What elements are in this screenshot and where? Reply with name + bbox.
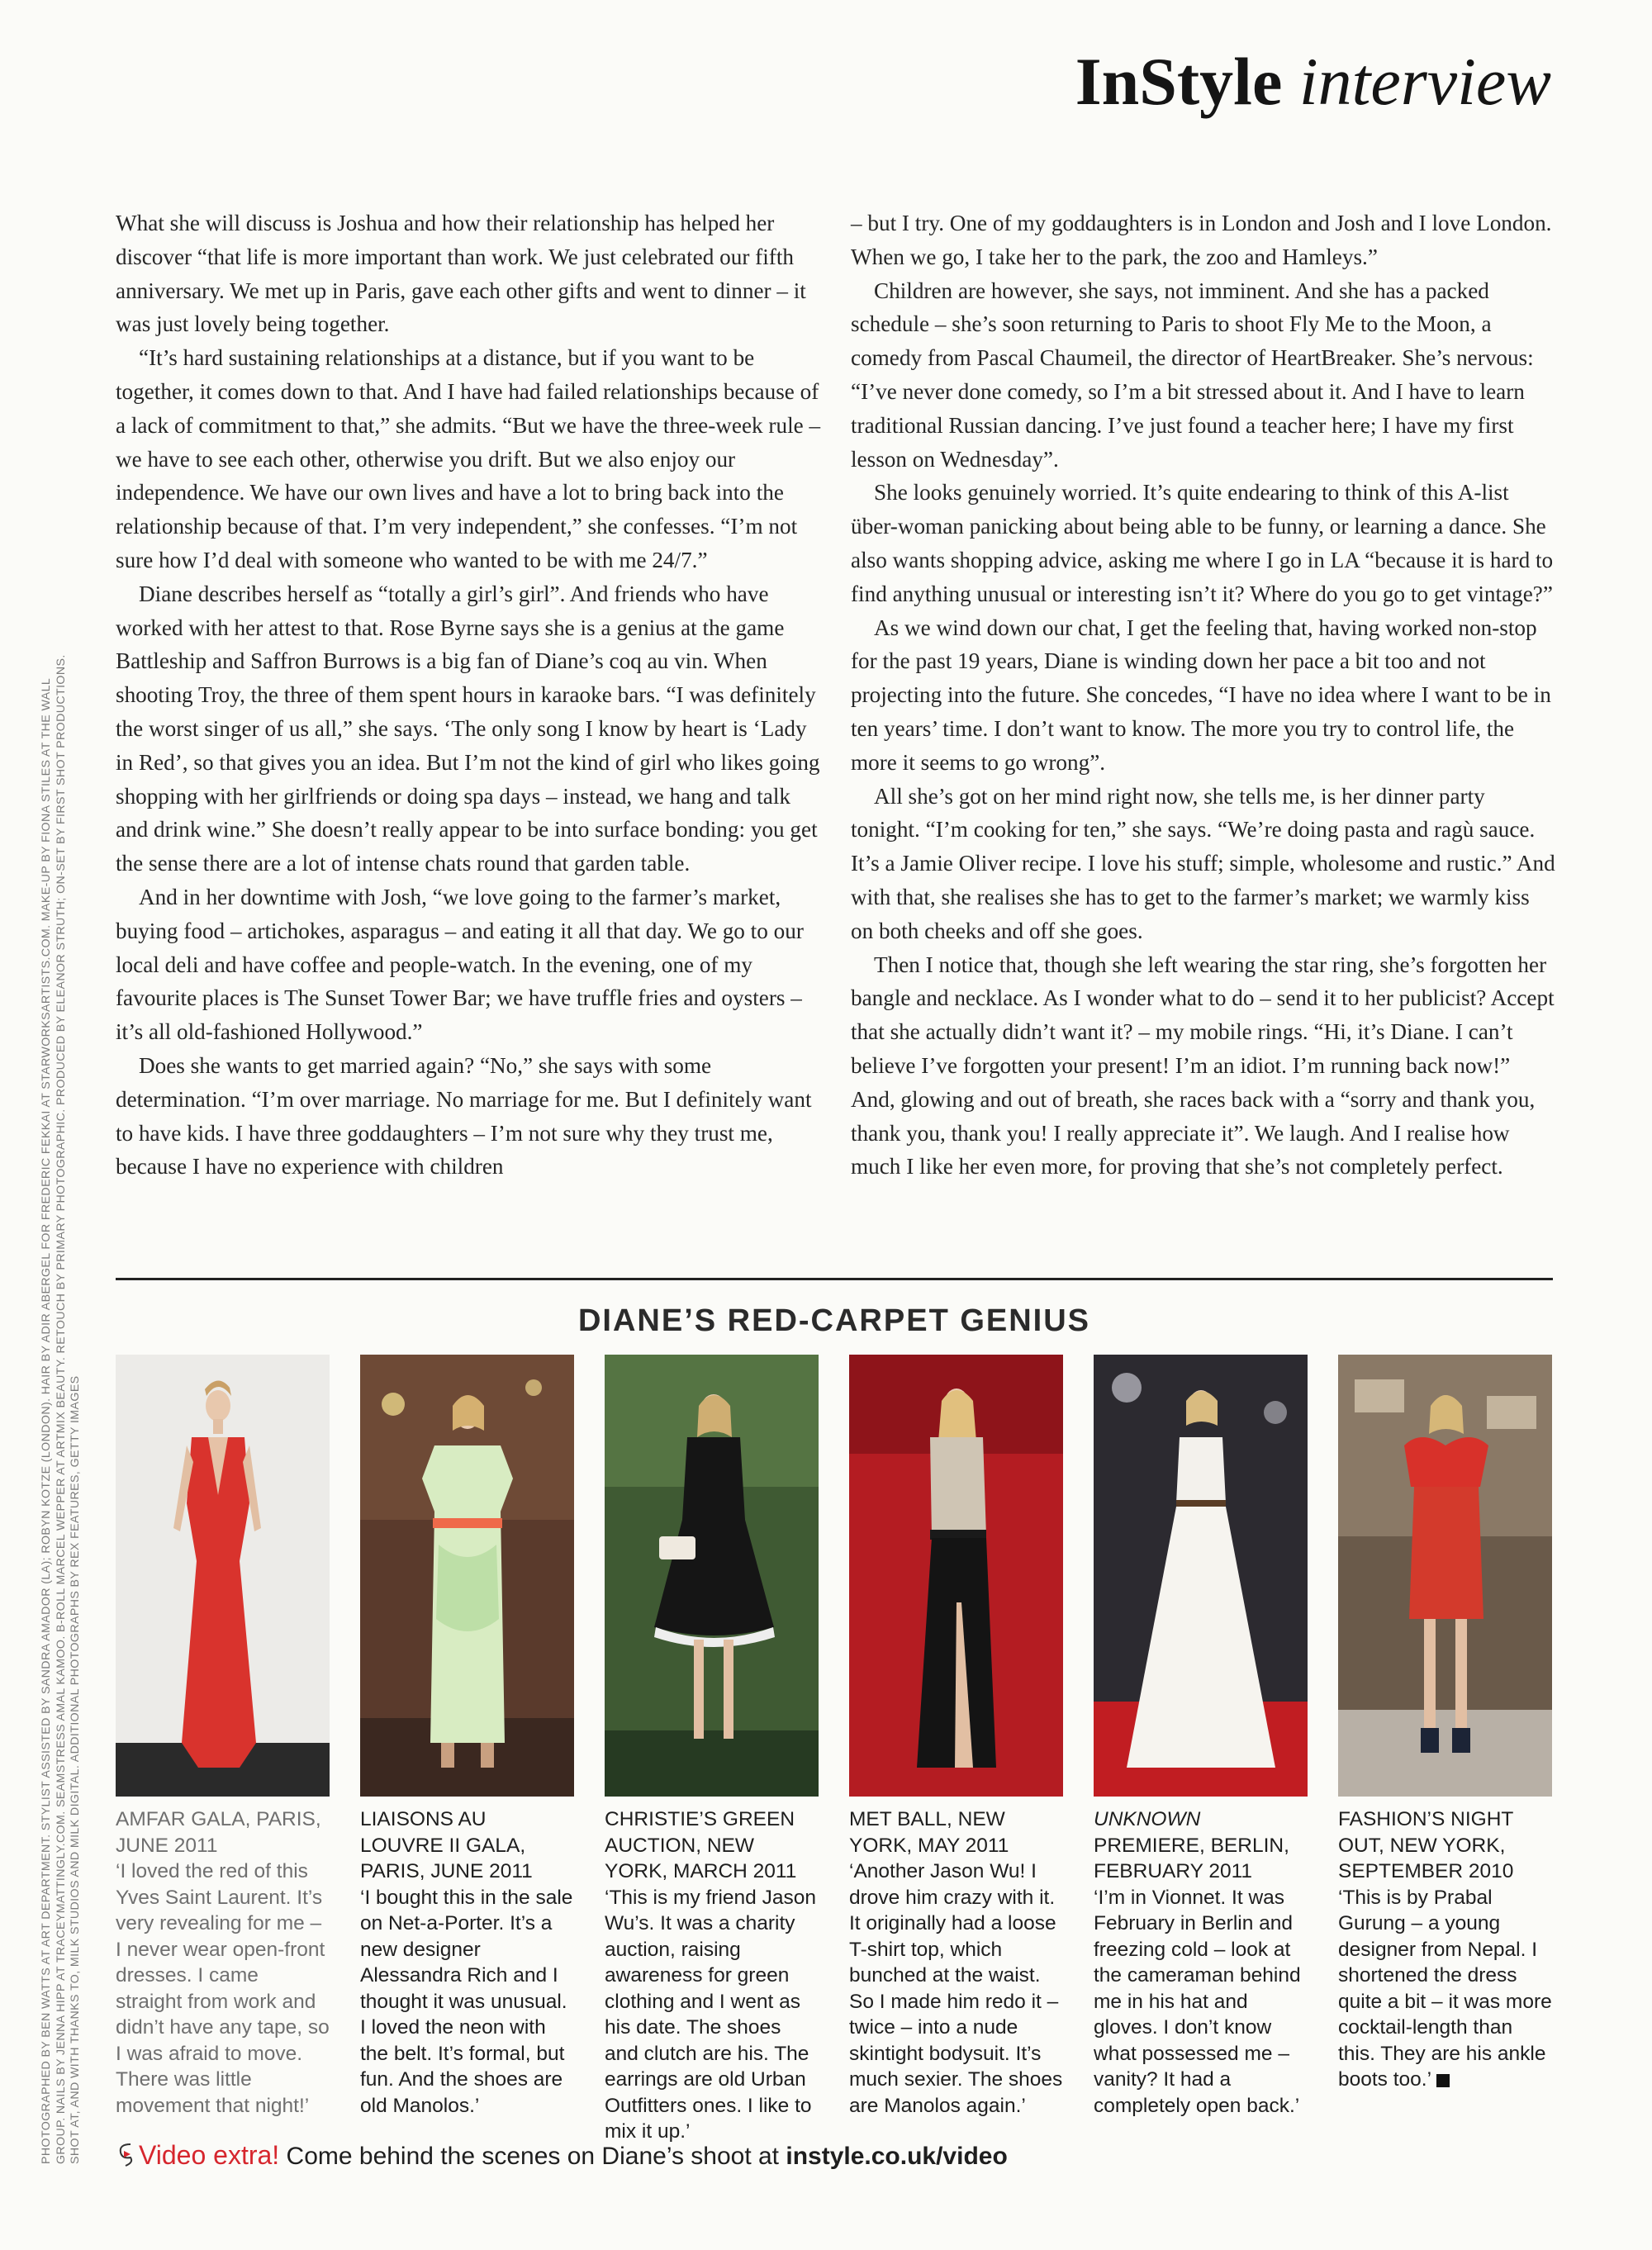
look-card	[1094, 1355, 1308, 2119]
look-card	[116, 1355, 330, 2119]
event-name: MET BALL, NEW YORK, MAY 2011	[849, 1808, 1009, 1857]
video-extra-footer	[116, 2140, 1008, 2171]
look-photo-red-gown	[116, 1355, 330, 1797]
event-name: AMFAR GALA, PARIS, JUNE 2011	[116, 1808, 321, 1857]
event-name: LIAISONS AU LOUVRE II GALA, PARIS, JUNE 2011	[360, 1808, 533, 1882]
look-quote: ‘This is my friend Jason Wu’s. It was a charity auction, raising awareness for green clothing and I went as his date. The shoes and clutch are his. The earrings are old Urban Outfitters ones. I like to mix it up.’	[605, 1886, 816, 2143]
look-photo-black-dress	[605, 1355, 819, 1797]
look-caption	[360, 1806, 574, 2119]
paragraph: – but I try. One of my goddaughters is in London and Josh and I love London. When we go, I take her to the park, the zoo and Hamleys.”	[851, 211, 1552, 269]
look-card	[360, 1355, 574, 2119]
paragraph: Diane describes herself as “totally a girl’s girl”. And friends who have worked with her attest to that. Rose Byrne says she is a genius at the game Battleship and Saffron Burrows is a big fan of Diane’s coq au vin. When shooting Troy, the three of them spent hours in karaoke bars. “I was definitely the worst singer of us all,” she says. ‘The only song I know by heart is ‘Lady in Red’, so that gives you an idea. But I’m not the kind of girl who likes going shopping with her girlfriends or doing spa days – instead, we hang and talk and drink wine.” She doesn’t really appear to be into surface bonding: you get the sense there are a lot of intense chats round that garden table.	[116, 581, 820, 876]
end-mark-icon	[1436, 2074, 1450, 2087]
article-column-1	[116, 206, 822, 1184]
look-quote	[1338, 1885, 1552, 2093]
section-name: interview	[1298, 44, 1551, 119]
brand-name: InStyle	[1075, 44, 1283, 119]
quote-text: ‘This is by Prabal Gurung – a young designer from Nepal. I shortened the dress quite a bit – it was more cocktail-length than this. They are his ankle boots too.’	[1338, 1886, 1552, 2091]
paragraph: Children are however, she says, not imminent. And she has a packed schedule – she’s soon returning to Paris to shoot Fly Me to the Moon, a comedy from Pascal Chaumeil, the director of HeartBreaker. She’s nervous: “I’ve never done comedy, so I’m a bit stressed about it. And I have to learn traditional Russian dancing. I’ve just found a teacher here; I have my first lesson on Wednesday”.	[851, 278, 1534, 472]
credit-line: SHOT AT, AND WITH THANKS TO, MILK STUDIOS AND MILK DIGITAL. ADDITIONAL PHOTOGRAPHS BY REX FEATURES, GETTY IMAGES	[69, 1375, 82, 2164]
look-caption	[849, 1806, 1063, 2119]
film-title: UNKNOWN	[1094, 1808, 1201, 1830]
paragraph: And in her downtime with Josh, “we love going to the farmer’s market, buying food – artichokes, asparagus – and eating it all that day. We go to our local deli and have coffee and people-watch. In the evening, one of my favourite places is The Sunset Tower Bar; we have truffle fries and oysters – it’s all old-fashioned Hollywood.”	[116, 884, 804, 1045]
event-name	[1094, 1806, 1308, 1885]
paragraph: All she’s got on her mind right now, she tells me, is her dinner party tonight. “I’m cooking for ten,” she says. “We’re doing pasta and ragù sauce. It’s a Jamie Oliver recipe. I love his stuff; simple, wholesome and rustic.” And with that, she realises she has to get to the farmer’s market; we warmly kiss on both cheeks and off she goes.	[851, 783, 1555, 943]
paragraph: Does she wants to get married again? “No,” she says with some determination. “I’m over marriage. No marriage for me. But I definitely want to have kids. I have three goddaughters – I’m not sure why they trust me, because I have no experience with children	[116, 1052, 812, 1180]
photo-credits	[40, 322, 83, 2164]
event-detail: PREMIERE, BERLIN, FEBRUARY 2011	[1094, 1834, 1289, 1882]
look-photo-white-gown	[1094, 1355, 1308, 1797]
look-photo-red-mini-dress	[1338, 1355, 1552, 1797]
paragraph: As we wind down our chat, I get the feeling that, having worked non-stop for the past 19 years, Diane is winding down her pace a bit too and not projecting into the future. She concedes, “I have no idea where I want to be in ten years’ time. I don’t want to know. The more you try to control life, the more it seems to go wrong”.	[851, 615, 1551, 775]
paragraph: She looks genuinely worried. It’s quite endearing to think of this A-list über-woman panicking about being able to be funny, or learning a dance. She also wants shopping advice, asking me where I go in LA “because it is hard to find anything unusual or interesting isn’t it? Where do you go to get vintage?”	[851, 480, 1554, 606]
look-card	[1338, 1355, 1552, 2093]
article-column-2	[851, 206, 1557, 1184]
page-header	[1075, 44, 1551, 119]
event-name: CHRISTIE’S GREEN AUCTION, NEW YORK, MARCH 2011	[605, 1808, 797, 1882]
look-quote: ‘I loved the red of this Yves Saint Laurent. It’s very revealing for me – I never wear open-front dresses. I came straight from work and didn’t have any tape, so I was afraid to move. There was little movement that night!’	[116, 1860, 330, 2117]
look-caption	[1338, 1806, 1552, 2093]
sidebar-title: DIANE’S RED-CARPET GENIUS	[577, 1303, 1091, 1338]
look-quote: ‘I bought this in the sale on Net-a-Porter. It’s a new designer Alessandra Rich and I thought it was unusual. I loved the neon with the belt. It’s formal, but fun. And the shoes are old Manolos.’	[360, 1886, 573, 2117]
play-swirl-icon	[116, 2141, 135, 2167]
look-quote: ‘I’m in Vionnet. It was February in Berlin and freezing cold – look at the cameraman behind me in his hat and gloves. I don’t know what possessed me – vanity? It had a completely open back.’	[1094, 1886, 1301, 2117]
look-caption	[1094, 1806, 1308, 2119]
paragraph: What she will discuss is Joshua and how their relationship has helped her discover “that life is more important than work. We just celebrated our fifth anniversary. We met up in Paris, gave each other gifts and went to dinner – it was just lovely being together.	[116, 211, 806, 337]
look-caption	[116, 1806, 330, 2119]
look-card	[849, 1355, 1063, 2119]
video-extra-label: Video extra!	[139, 2140, 280, 2170]
video-extra-text: Come behind the scenes on Diane’s shoot at	[279, 2143, 786, 2170]
look-photo-floral-dress	[360, 1355, 574, 1797]
section-divider	[116, 1278, 1553, 1280]
paragraph: “It’s hard sustaining relationships at a distance, but if you want to be together, it comes down to that. And I have had failed relationships because of a lack of commitment to that,” she admits. “But we have the three-week rule – we have to see each other, otherwise you drift. But we also enjoy our independence. We have our own lives and have a lot to bring back into the relationship because of that. I’m very independent,” she confesses. “I’m not sure how I’d deal with someone who wanted to be with me 24/7.”	[116, 345, 821, 572]
look-photo-beaded-gown	[849, 1355, 1063, 1797]
look-card	[605, 1355, 819, 2145]
event-name: FASHION’S NIGHT OUT, NEW YORK, SEPTEMBER 2010	[1338, 1808, 1514, 1882]
credit-line: PHOTOGRAPHED BY BEN WATTS AT ART DEPARTMENT. STYLIST ASSISTED BY SANDRA AMADOR (LA); ROBYN KOTZE (LONDON). HAIR BY ADIR ABERGEL FOR FREDERIC FEKKAI AT STARWORKSARTISTS.COM. MAKE-UP BY FIONA STILES AT THE WALL	[40, 677, 53, 2164]
look-quote: ‘Another Jason Wu! I drove him crazy with it. It originally had a loose T-shirt top, which bunched at the waist. So I made him redo it – twice – into a nude skintight bodysuit. It’s much sexier. The shoes are Manolos again.’	[849, 1860, 1063, 2117]
video-link[interactable]: instyle.co.uk/video	[786, 2143, 1008, 2170]
look-caption	[605, 1806, 819, 2145]
credit-line: GROUP. NAILS BY JENNA HIPP AT TRACEYMATTINGLY.COM. SEAMSTRESS AMAL KAMOO. B-ROLL MARCEL WEPPER AT ARTMIX BEAUTY. RETOUCH BY PRIMARY PHOTOGRAPHIC. PRODUCED BY ELEANOR STRUTH; ON-SET BY FIRST SHOT PRODUCTIONS.	[54, 654, 68, 2164]
paragraph: Then I notice that, though she left wearing the star ring, she’s forgotten her bangle and necklace. As I wonder what to do – send it to her publicist? Accept that she actually didn’t want it? – my mobile rings. “Hi, it’s Diane. I can’t believe I’ve forgotten your present! I’m an idiot. I’m running back now!” And, glowing and out of breath, she races back with a “sorry and thank you, thank you, thank you! I really appreciate it”. We laugh. And I realise how much I like her even more, for proving that she’s not completely perfect.	[851, 952, 1555, 1180]
